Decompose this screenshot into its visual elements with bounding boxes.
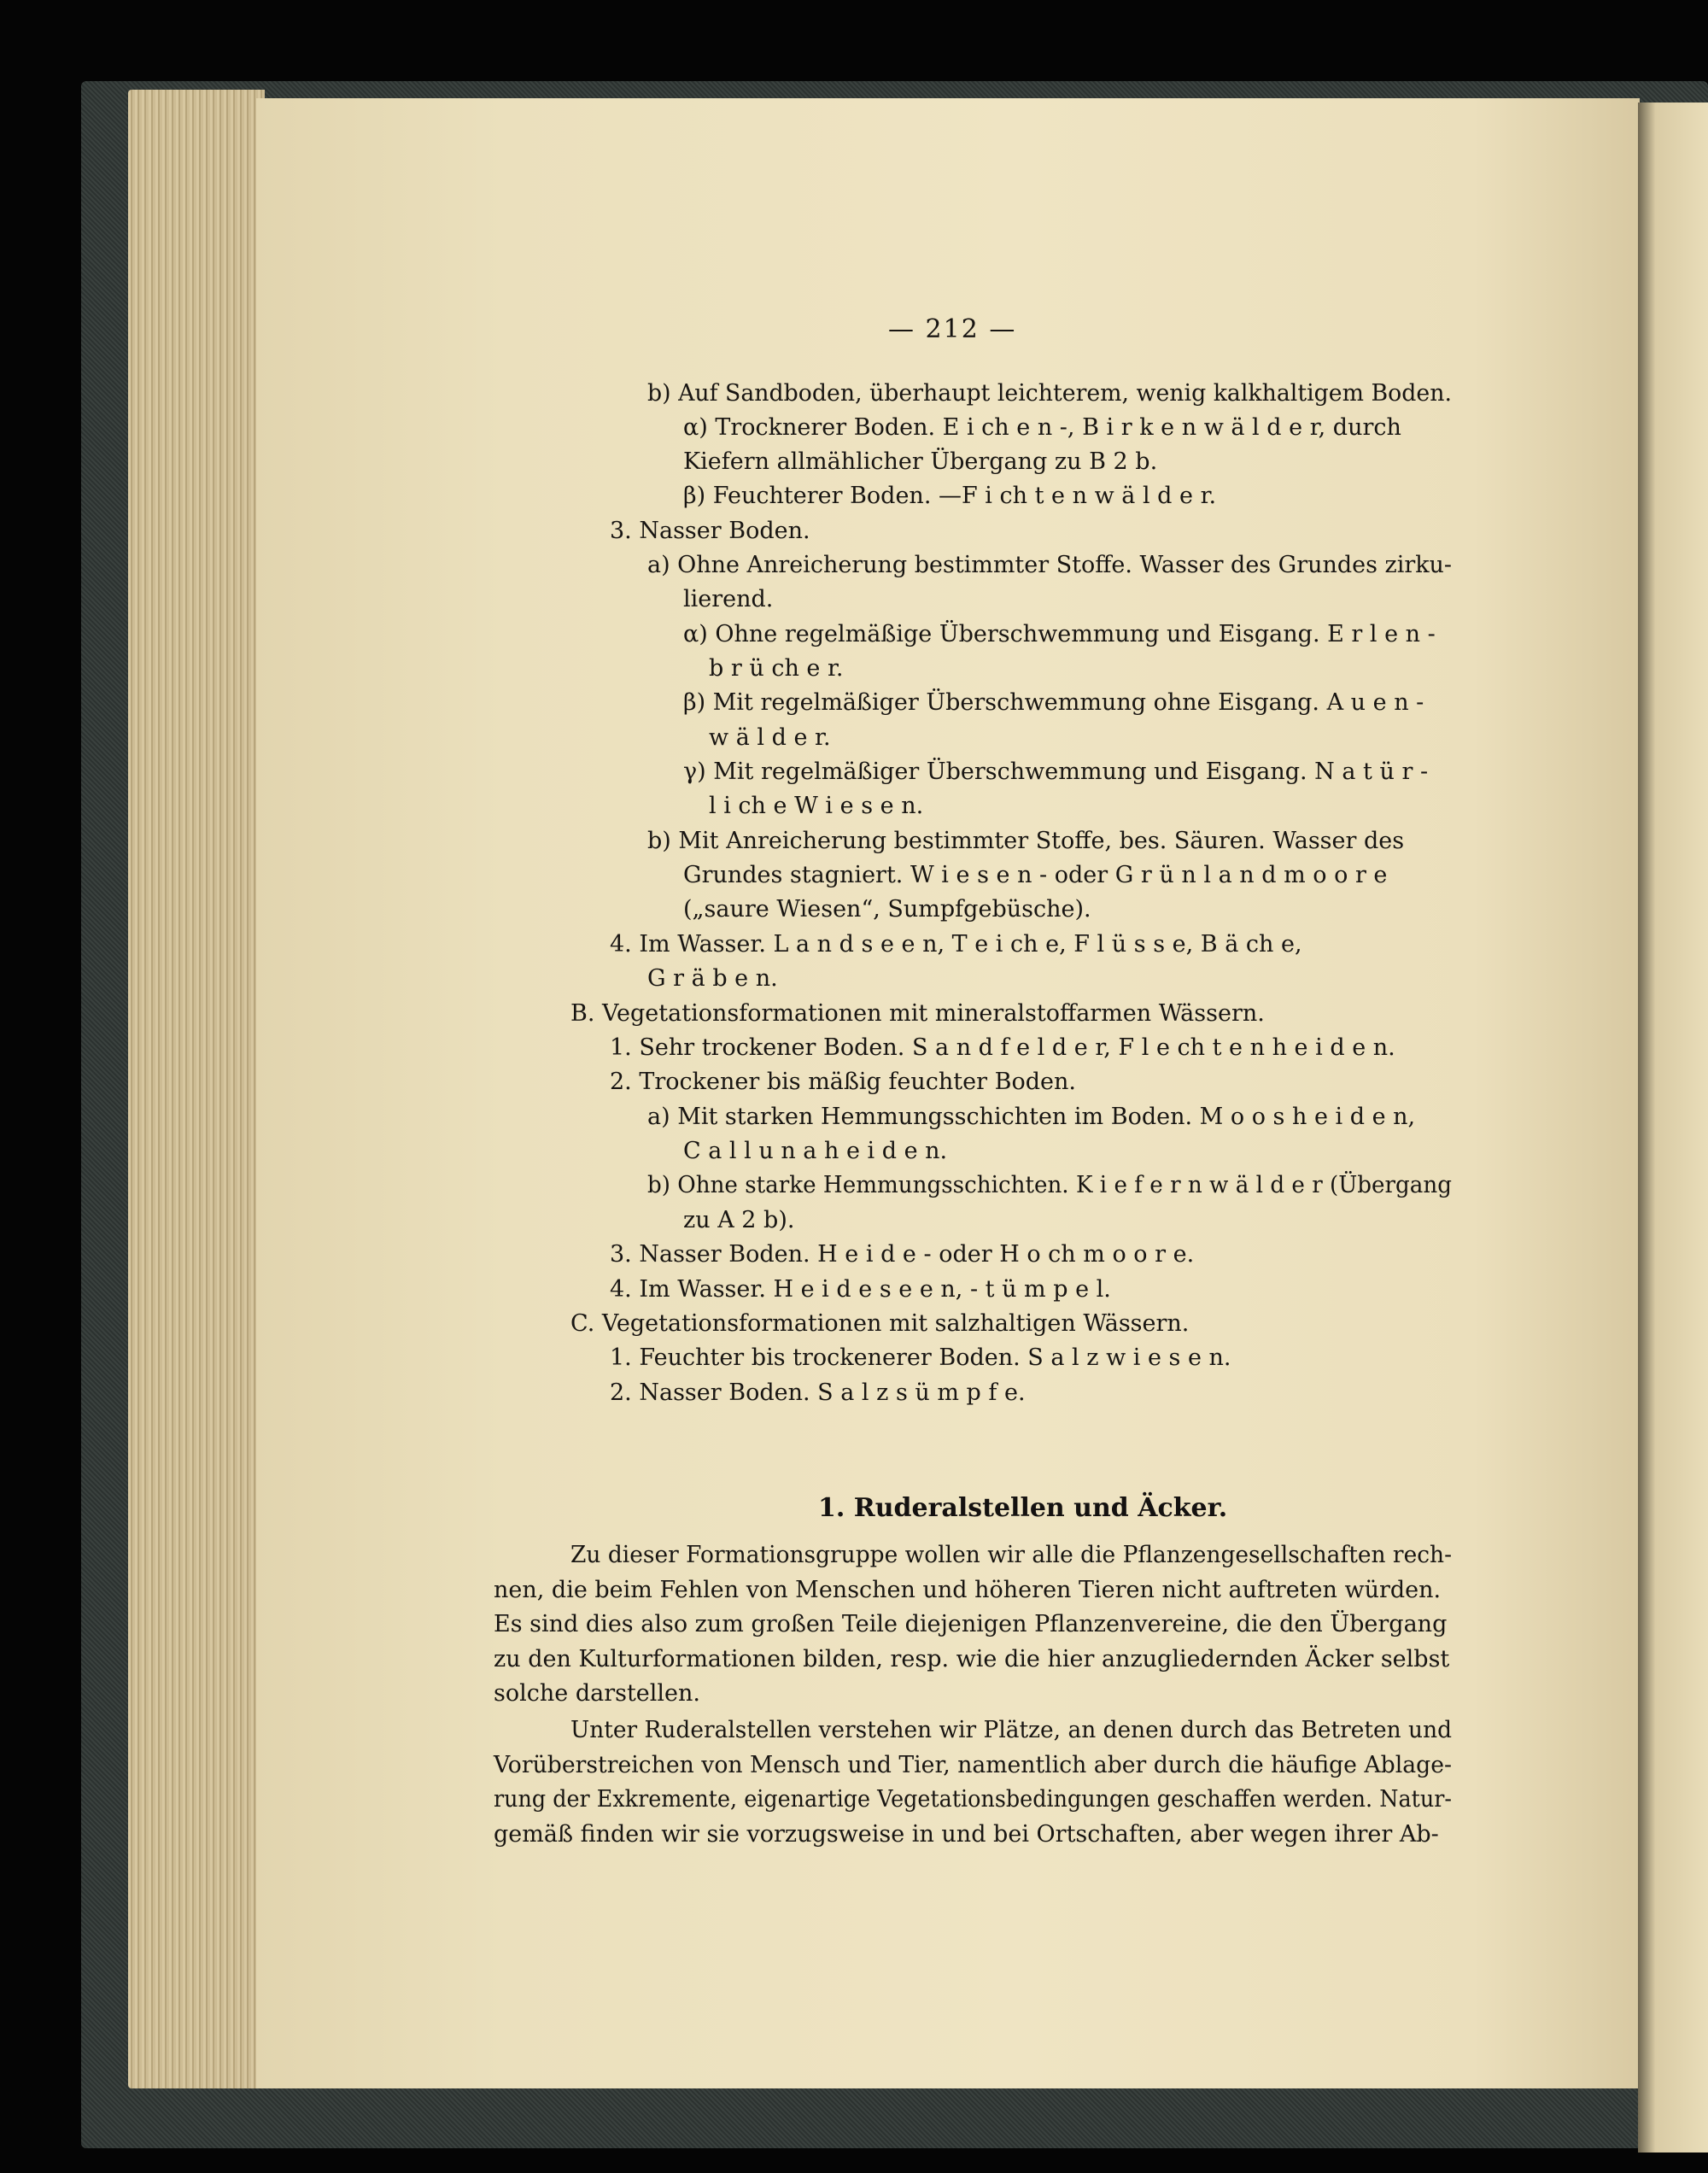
body-line: zu den Kulturformationen bilden, resp. wie die hier anzugliedernden Äcker selbst — [494, 1646, 1450, 1672]
outline-line: 3. Nasser Boden. H e i d e - oder H o ch m o o r e. — [610, 1241, 1195, 1268]
body-line: gemäß finden wir sie vorzugsweise in und bei Ortschaften, aber wegen ihrer Ab- — [494, 1821, 1439, 1848]
outline-line: 4. Im Wasser. H e i d e s e e n, - t ü m p e l. — [610, 1276, 1111, 1303]
body-line: Zu dieser Formationsgruppe wollen wir alle die Pflanzengesellschaften rech- — [570, 1542, 1453, 1568]
outline-line: γ) Mit regelmäßiger Überschwemmung und Eisgang. N a t ü r - — [683, 758, 1429, 785]
outline-line: 1. Sehr trockener Boden. S a n d f e l d e r, F l e ch t e n h e i d e n. — [610, 1034, 1395, 1061]
outline-line: 2. Nasser Boden. S a l z s ü m p f e. — [610, 1379, 1026, 1406]
body-line: rung der Exkremente, eigenartige Vegetationsbedingungen geschaffen werden. Natur- — [494, 1786, 1452, 1813]
outline-line: Kiefern allmählicher Übergang zu B 2 b. — [683, 448, 1158, 475]
outline-line: w ä l d e r. — [709, 724, 831, 751]
outline-line: 2. Trockener bis mäßig feuchter Boden. — [610, 1069, 1076, 1095]
outline-line: l i ch e W i e s e n. — [709, 793, 924, 819]
body-line: Es sind dies also zum großen Teile diejenigen Pflanzenvereine, die den Übergang — [494, 1611, 1448, 1637]
outline-line: 3. Nasser Boden. — [610, 518, 810, 544]
page-edges — [128, 90, 265, 2088]
outline-line: a) Mit starken Hemmungsschichten im Boden. M o o s h e i d e n, — [647, 1104, 1416, 1130]
outline-line: b) Ohne starke Hemmungsschichten. K i e f e r n w ä l d e r (Übergang — [647, 1172, 1452, 1198]
outline-line: b) Auf Sandboden, überhaupt leichterem, wenig kalkhaltigem Boden. — [647, 380, 1452, 407]
outline-line: lierend. — [683, 586, 774, 612]
outline-line: („saure Wiesen“, Sumpfgebüsche). — [683, 896, 1091, 922]
outline-line: β) Mit regelmäßiger Überschwemmung ohne Eisgang. A u e n - — [683, 689, 1424, 716]
outline-line: zu A 2 b). — [683, 1207, 795, 1233]
body-line: solche darstellen. — [494, 1680, 701, 1707]
outline-line: B. Vegetationsformationen mit mineralstoffarmen Wässern. — [570, 1000, 1265, 1027]
outline-line: α) Trocknerer Boden. E i ch e n -, B i r k e n w ä l d e r, durch — [683, 414, 1401, 441]
page-number: — 212 — — [888, 314, 1017, 344]
outline-line: 4. Im Wasser. L a n d s e e n, T e i ch e, F l ü s s e, B ä ch e, — [610, 931, 1302, 958]
outline-line: C a l l u n a h e i d e n. — [683, 1138, 948, 1164]
outline-line: C. Vegetationsformationen mit salzhaltigen Wässern. — [570, 1310, 1190, 1337]
outline-line: b) Mit Anreicherung bestimmter Stoffe, bes. Säuren. Wasser des — [647, 828, 1405, 854]
outline-line: b r ü ch e r. — [709, 655, 844, 682]
outline-line: G r ä b e n. — [647, 965, 778, 992]
section-heading: 1. Ruderalstellen und Äcker. — [818, 1493, 1228, 1523]
facing-page-edge — [1638, 102, 1708, 2152]
outline-line: α) Ohne regelmäßige Überschwemmung und Eisgang. E r l e n - — [683, 621, 1436, 647]
body-line: nen, die beim Fehlen von Menschen und höheren Tieren nicht auftreten würden. — [494, 1577, 1442, 1603]
body-line: Vorüberstreichen von Mensch und Tier, namentlich aber durch die häufige Ablage- — [494, 1752, 1452, 1778]
body-line: Unter Ruderalstellen verstehen wir Plätze, an denen durch das Betreten und — [570, 1717, 1452, 1743]
outline-line: Grundes stagniert. W i e s e n - oder G r ü n l a n d m o o r e — [683, 862, 1388, 888]
outline-line: β) Feuchterer Boden. —F i ch t e n w ä l d e r. — [683, 483, 1217, 509]
outline-line: 1. Feuchter bis trockenerer Boden. S a l z w i e s e n. — [610, 1344, 1231, 1371]
outline-line: a) Ohne Anreicherung bestimmter Stoffe. Wasser des Grundes zirku- — [647, 552, 1453, 578]
